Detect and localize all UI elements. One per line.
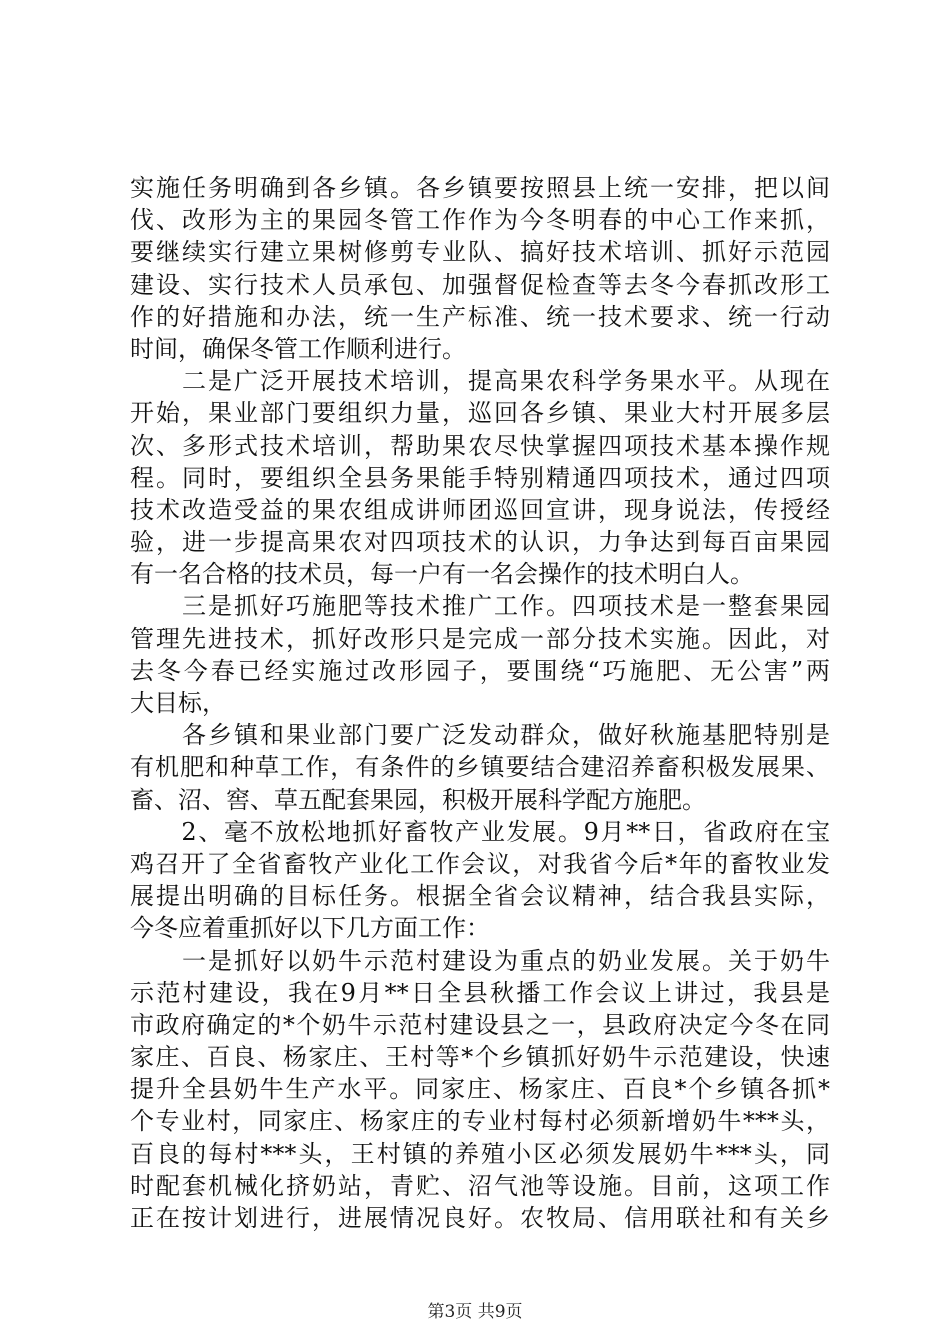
text-line: 百良的每村***头，王村镇的养殖小区必须发展奶牛***头，同 — [130, 1139, 830, 1168]
text-line: 提升全县奶牛生产水平。同家庄、杨家庄、百良*个乡镇各抓* — [130, 1075, 830, 1104]
text-line: 管理先进技术，抓好改形只是完成一部分技术实施。因此，对 — [130, 624, 830, 653]
text-line: 各乡镇和果业部门要广泛发动群众，做好秋施基肥特别是 — [130, 721, 830, 750]
text-line: 去冬今春已经实施过改形园子，要围绕“巧施肥、无公害”两 — [130, 656, 830, 685]
text-line: 建设、实行技术人员承包、加强督促检查等去冬今春抓改形工 — [130, 270, 830, 299]
text-line: 要继续实行建立果树修剪专业队、搞好技术培训、抓好示范园 — [130, 238, 830, 267]
text-line: 市政府确定的*个奶牛示范村建设县之一，县政府决定今冬在同 — [130, 1010, 830, 1039]
text-line: 有机肥和种草工作，有条件的乡镇要结合建沼养畜积极发展果、 — [130, 753, 830, 782]
text-line: 时配套机械化挤奶站，青贮、沼气池等设施。目前，这项工作 — [130, 1171, 830, 1200]
page-footer — [0, 1297, 950, 1322]
text-line: 验，进一步提高果农对四项技术的认识，力争达到每百亩果园 — [130, 528, 830, 557]
document-body — [130, 172, 830, 1234]
text-line: 时间，确保冬管工作顺利进行。 — [130, 334, 466, 363]
text-line: 展提出明确的目标任务。根据全省会议精神，结合我县实际， — [130, 882, 830, 911]
text-line: 一是抓好以奶牛示范村建设为重点的奶业发展。关于奶牛 — [130, 946, 830, 975]
page-number-label: 第3页 共9页 — [427, 1302, 523, 1322]
text-line: 次、多形式技术培训，帮助果农尽快掌握四项技术基本操作规 — [130, 431, 830, 460]
text-line: 大目标， — [130, 689, 226, 717]
text-line: 开始，果业部门要组织力量，巡回各乡镇、果业大村开展多层 — [130, 399, 830, 428]
text-line: 技术改造受益的果农组成讲师团巡回宣讲，现身说法，传授经 — [130, 495, 830, 524]
text-line: 鸡召开了全省畜牧产业化工作会议，对我省今后*年的畜牧业发 — [130, 849, 830, 878]
text-line: 家庄、百良、杨家庄、王村等*个乡镇抓好奶牛示范建设，快速 — [130, 1043, 830, 1072]
text-line: 示范村建设，我在9月**日全县秋播工作会议上讲过，我县是 — [130, 978, 830, 1007]
text-line: 作的好措施和办法，统一生产标准、统一技术要求、统一行动 — [130, 302, 830, 331]
text-line: 畜、沼、窖、草五配套果园，积极开展科学配方施肥。 — [130, 785, 706, 814]
text-line: 程。同时，要组织全县务果能手特别精通四项技术，通过四项 — [130, 463, 830, 492]
text-line: 伐、改形为主的果园冬管工作作为今冬明春的中心工作来抓， — [130, 206, 830, 235]
text-line: 二是广泛开展技术培训，提高果农科学务果水平。从现在 — [130, 367, 830, 396]
text-line: 今冬应着重抓好以下几方面工作： — [130, 914, 490, 943]
text-line: 实施任务明确到各乡镇。各乡镇要按照县上统一安排，把以间 — [130, 174, 830, 202]
text-line: 正在按计划进行，进展情况良好。农牧局、信用联社和有关乡 — [130, 1204, 830, 1232]
text-line: 个专业村，同家庄、杨家庄的专业村每村必须新增奶牛***头， — [130, 1107, 830, 1136]
text-line: 有一名合格的技术员，每一户有一名会操作的技术明白人。 — [130, 560, 754, 589]
text-line: 2、毫不放松地抓好畜牧产业发展。9月**日，省政府在宝 — [130, 817, 830, 846]
text-line: 三是抓好巧施肥等技术推广工作。四项技术是一整套果园 — [130, 592, 830, 621]
